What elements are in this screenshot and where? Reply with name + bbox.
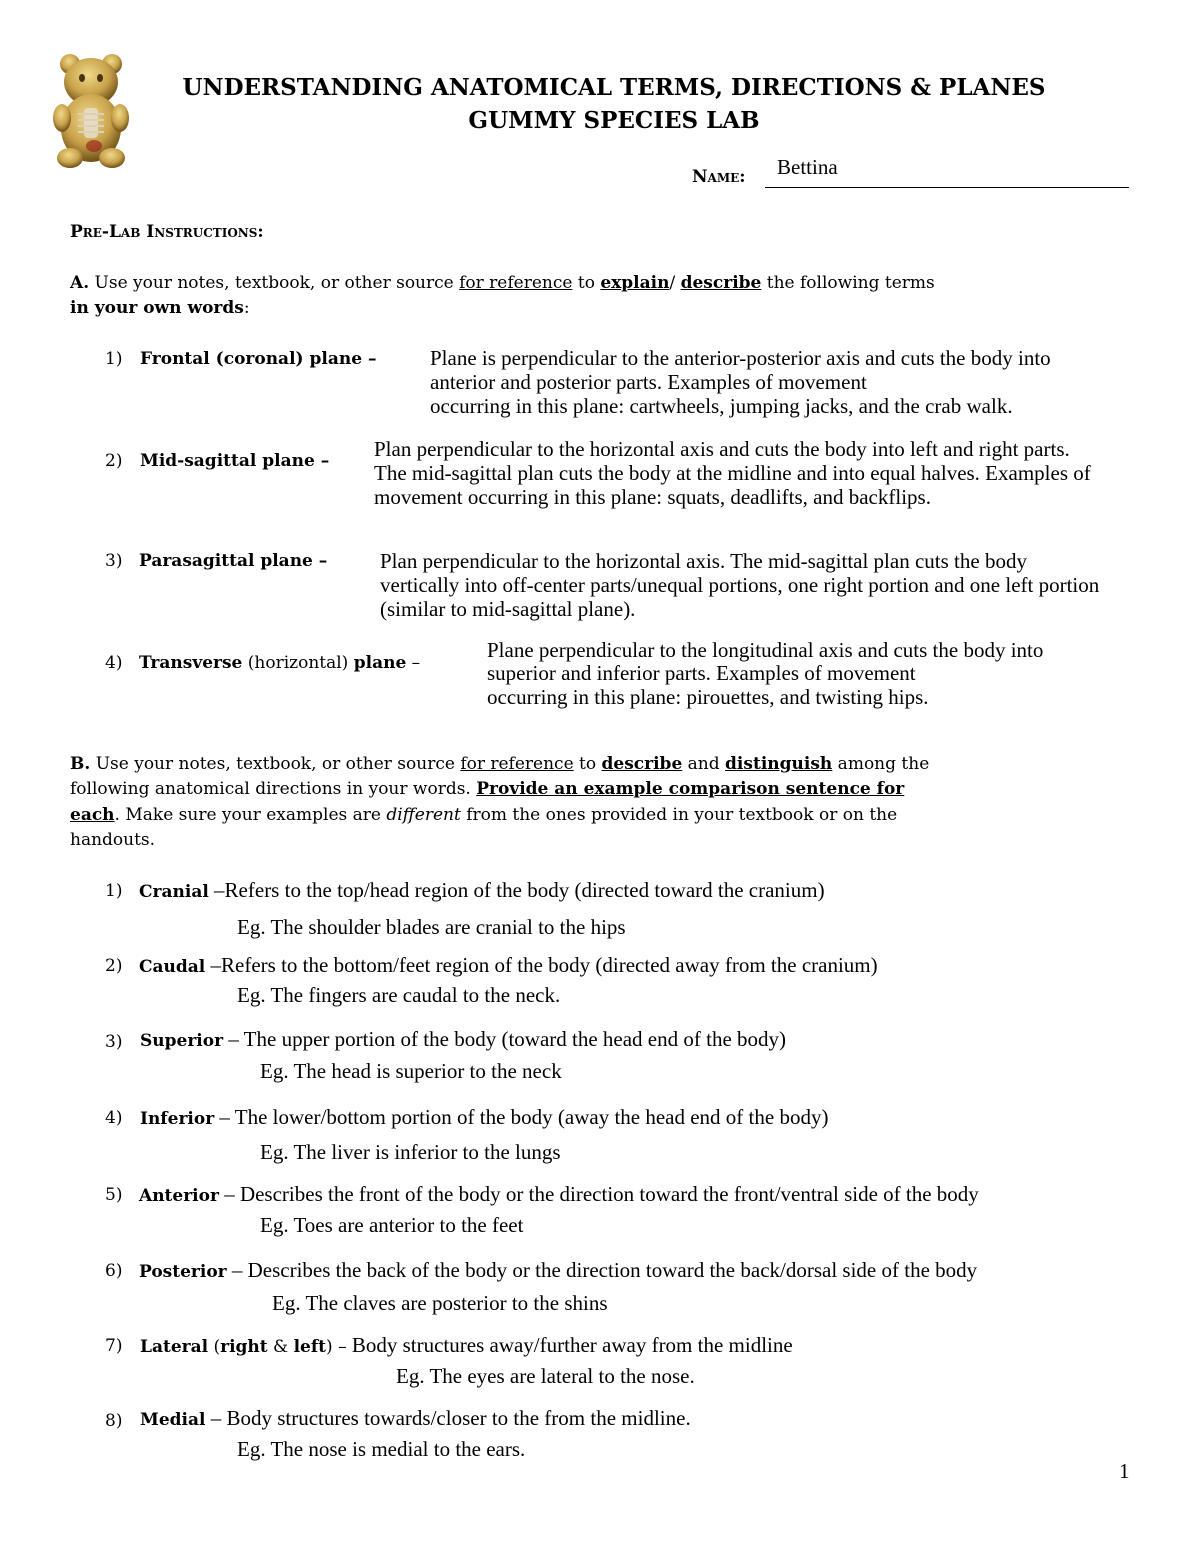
a-item-3-term: Parasagittal plane – — [139, 551, 328, 571]
a-item-1-term: Frontal (coronal) plane – — [140, 349, 377, 369]
a-item-1-num: 1) — [105, 349, 123, 369]
b-item-1-eg: Eg. The shoulder blades are cranial to the hips — [237, 915, 626, 939]
a-item-3-def-2: vertically into off-center parts/unequal portions, one right portion and one left portion — [380, 573, 1100, 597]
a-item-4-num: 4) — [105, 653, 123, 673]
a-item-3-def-3: (similar to mid-sagittal plane). — [380, 597, 636, 621]
a-item-4-term: Transverse (horizontal) plane – — [139, 653, 421, 673]
a-item-1-def-3: occurring in this plane: cartwheels, jumping jacks, and the crab walk. — [430, 394, 1013, 418]
section-b-intro-1: B. Use your notes, textbook, or other source for reference to describe and distinguish among the — [70, 754, 930, 774]
b-item-8-line: Medial – Body structures towards/closer to the from the midline. — [140, 1406, 691, 1430]
a-item-4-def-2: superior and inferior parts. Examples of movement — [487, 661, 916, 685]
name-label: Name: — [692, 167, 746, 187]
b-item-3-eg: Eg. The head is superior to the neck — [260, 1059, 562, 1083]
b-item-3-line: Superior – The upper portion of the body (toward the head end of the body) — [140, 1027, 787, 1051]
section-b-intro-2: following anatomical directions in your words. Provide an example comparison sentence for — [70, 779, 905, 799]
a-item-2-def-2: The mid-sagittal plan cuts the body at the midline and into equal halves. Examples of — [374, 461, 1091, 485]
a-item-4-def-3: occurring in this plane: pirouettes, and twisting hips. — [487, 685, 929, 709]
b-item-4-num: 4) — [105, 1108, 123, 1128]
section-a-intro: A. Use your notes, textbook, or other source for reference to explain/ describe the following terms — [70, 273, 935, 293]
name-underline — [765, 187, 1129, 188]
b-item-7-num: 7) — [105, 1336, 123, 1356]
b-item-8-num: 8) — [105, 1411, 123, 1431]
b-item-1-num: 1) — [105, 881, 123, 901]
a-item-3-num: 3) — [105, 551, 123, 571]
section-b-intro-4: handouts. — [70, 830, 156, 850]
b-item-2-line: Caudal –Refers to the bottom/feet region of the body (directed away from the cranium) — [139, 953, 878, 977]
b-item-4-line: Inferior – The lower/bottom portion of the body (away the head end of the body) — [140, 1105, 829, 1129]
title-line-1: UNDERSTANDING ANATOMICAL TERMS, DIRECTIONS & PLANES — [182, 74, 1046, 101]
a-item-2-def-1: Plan perpendicular to the horizontal axis and cuts the body into left and right parts. — [374, 437, 1070, 461]
section-b-intro-3: each. Make sure your examples are different from the ones provided in your textbook or on the — [70, 805, 898, 825]
name-input[interactable]: Bettina — [777, 155, 838, 179]
b-item-6-eg: Eg. The claves are posterior to the shins — [272, 1291, 608, 1315]
a-item-2-def-3: movement occurring in this plane: squats, deadlifts, and backflips. — [374, 485, 931, 509]
b-item-5-eg: Eg. Toes are anterior to the feet — [260, 1213, 524, 1237]
prelab-heading: Pre-Lab Instructions: — [70, 222, 264, 242]
page-number: 1 — [1119, 1459, 1130, 1483]
title-line-2: GUMMY SPECIES LAB — [468, 107, 760, 134]
b-item-5-line: Anterior – Describes the front of the body or the direction toward the front/ventral side of the body — [139, 1182, 979, 1206]
b-item-6-line: Posterior – Describes the back of the body or the direction toward the back/dorsal side of the body — [139, 1258, 978, 1282]
b-item-7-eg: Eg. The eyes are lateral to the nose. — [396, 1364, 695, 1388]
a-item-1-def-2: anterior and posterior parts. Examples of movement — [430, 370, 867, 394]
a-item-2-term: Mid-sagittal plane – — [140, 451, 330, 471]
b-item-3-num: 3) — [105, 1032, 123, 1052]
a-item-1-def-1: Plane is perpendicular to the anterior-posterior axis and cuts the body into — [430, 346, 1051, 370]
b-item-1-line: Cranial –Refers to the top/head region of the body (directed toward the cranium) — [139, 878, 825, 902]
b-item-2-eg: Eg. The fingers are caudal to the neck. — [237, 983, 561, 1007]
b-item-7-line: Lateral (right & left) – Body structures away/further away from the midline — [140, 1333, 793, 1357]
section-a-intro-line2: in your own words: — [70, 298, 250, 318]
a-item-4-def-1: Plane perpendicular to the longitudinal axis and cuts the body into — [487, 638, 1044, 662]
a-item-2-num: 2) — [105, 451, 123, 471]
b-item-5-num: 5) — [105, 1185, 123, 1205]
a-item-3-def-1: Plan perpendicular to the horizontal axis. The mid-sagittal plan cuts the body — [380, 549, 1027, 573]
b-item-6-num: 6) — [105, 1261, 123, 1281]
b-item-8-eg: Eg. The nose is medial to the ears. — [237, 1437, 526, 1461]
b-item-4-eg: Eg. The liver is inferior to the lungs — [260, 1140, 561, 1164]
b-item-2-num: 2) — [105, 956, 123, 976]
